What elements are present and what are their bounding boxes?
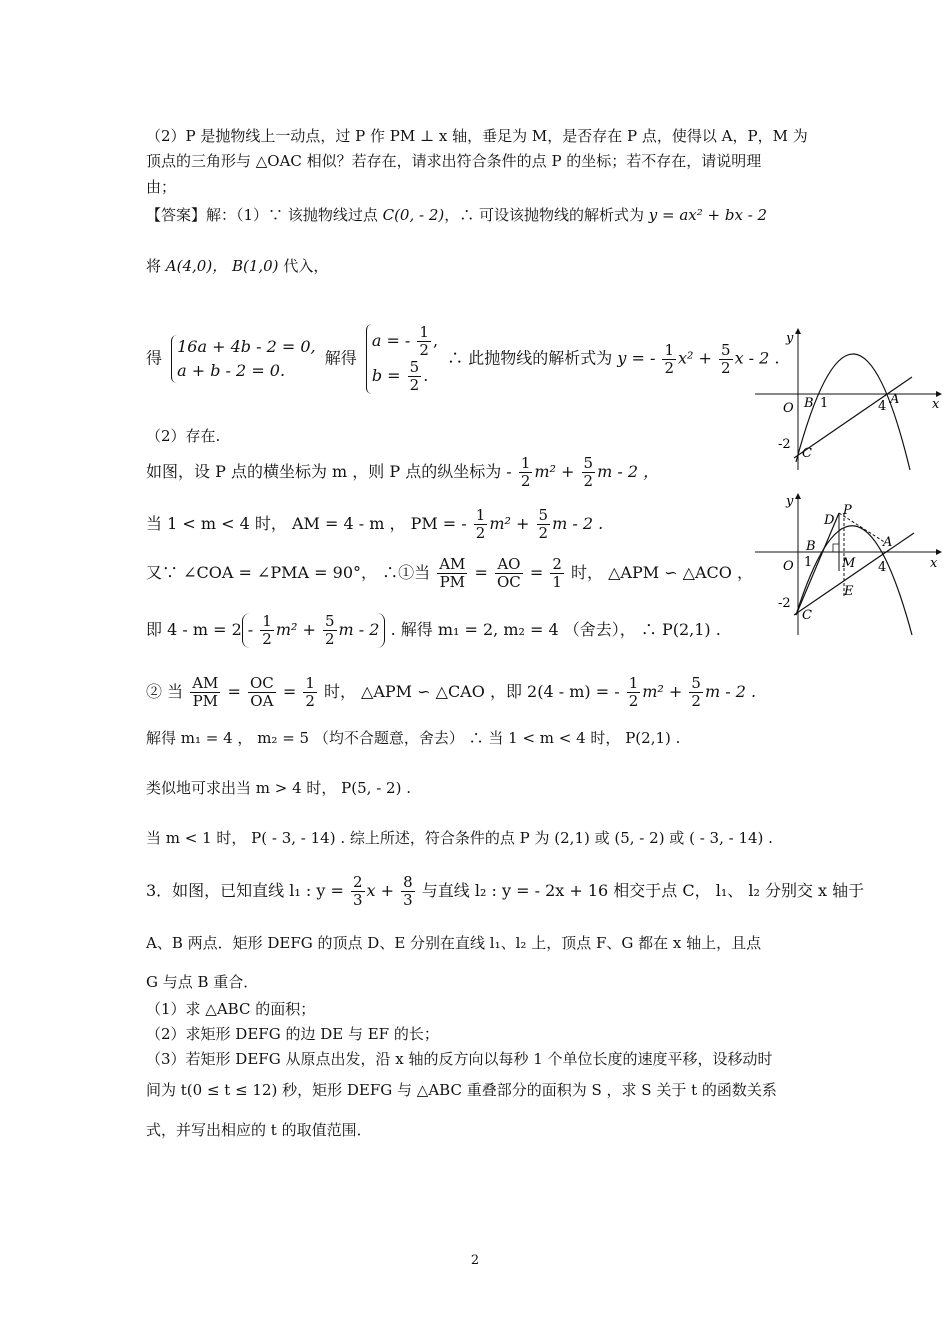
fraction: $\frac{1}{2}$ <box>520 454 531 490</box>
tick-1-label: 1 <box>820 396 829 411</box>
equation-line: 当 1 < m < 4 时， AM = 4 - m ， PM = - $\frac{1}{2}$ m² + $\frac{5}{2}$ m - 2 . <box>146 506 604 542</box>
point-a-label: A <box>883 535 893 550</box>
problem-line: A、B 两点．矩形 DEFG 的顶点 D、E 分别在直线 l₁、l₂ 上，顶点 F、G 都在 x 轴上，且点 <box>146 934 762 952</box>
point-c-label: C <box>802 446 812 461</box>
problem-line: （3）若矩形 DEFG 从原点出发，沿 x 轴的反方向以每秒 1 个单位长度的速度平移，设移动时 <box>146 1050 773 1068</box>
page-number: 2 <box>470 1253 480 1268</box>
tick-1-label: 1 <box>804 555 813 570</box>
point-b-label: B <box>804 396 814 411</box>
y-label: y <box>786 331 794 346</box>
parabola-curve <box>796 354 910 470</box>
tick-neg2-label: -2 <box>778 437 791 452</box>
fraction: $\frac{5}{2}$ <box>409 358 420 394</box>
parabola-figure-2 <box>750 487 945 637</box>
fraction: $\frac{8}{3}$ <box>403 873 413 909</box>
fraction: $\frac{AM}{PM}$ <box>439 555 466 591</box>
text-line: 类似地可求出当 m > 4 时， P(5, - 2) . <box>146 779 411 797</box>
point-e-label: E <box>844 584 854 599</box>
y-axis-arrow <box>795 493 801 499</box>
point-m-label: M <box>842 556 856 571</box>
point-c-label: C <box>802 608 812 623</box>
fraction: $\frac{1}{2}$ <box>664 340 674 377</box>
line-cd <box>796 513 839 615</box>
problem-line: （1）求 △ABC 的面积； <box>146 1000 316 1018</box>
origin-label: O <box>783 401 794 416</box>
fraction: $\frac{1}{2}$ <box>305 674 315 710</box>
text-line: 将 A(4,0)， B(1,0) 代入， <box>146 257 329 275</box>
problem-line: G 与点 B 重合． <box>146 973 259 991</box>
tick-neg2-label: -2 <box>778 596 791 611</box>
parabola-figure-1 <box>750 322 945 472</box>
equation-line: 又∵ ∠COA = ∠PMA = 90°， ∴①当 $\frac{AM}{PM}$ = $\frac{AO}{OC}$ = $\frac{2}{1}$ 时， △APM ∽ △ACO ， <box>146 555 753 591</box>
equation-line: 如图，设 P 点的横坐标为 m ，则 P 点的纵坐标为 - $\frac{1}{2}$ m² + $\frac{5}{2}$ m - 2 ， <box>146 454 660 490</box>
text-line: 解得 m₁ = 4 ， m₂ = 5 （均不合题意，舍去） ∴ 当 1 < m < 4 时， P(2,1) . <box>146 729 681 747</box>
problem-line: （2）求矩形 DEFG 的边 DE 与 EF 的长； <box>146 1025 439 1043</box>
x-label: x <box>930 556 938 571</box>
point-a-label: A <box>890 392 900 407</box>
solution-system: a = - $\frac{1}{2}$ , b = $\frac{5}{2}$ . <box>366 324 438 394</box>
tick-4-label: 4 <box>878 399 887 414</box>
fraction: $\frac{AO}{OC}$ <box>497 555 521 591</box>
fraction: $\frac{1}{2}$ <box>475 506 486 542</box>
text-line: （2）P 是抛物线上一动点，过 P 作 PM ⊥ x 轴，垂足为 M，是否存在 P 点，使得以 A，P，M 为 <box>146 127 808 145</box>
problem-line: 3．如图，已知直线 l₁ : y = $\frac{2}{3}$ x + $\frac{8}{3}$ 与直线 l₂ : y = - 2x + 16 相交于点 C， l₁、 l₂ 分别交 x 轴于 <box>146 873 865 909</box>
fraction: $\frac{OC}{OA}$ <box>249 674 274 710</box>
text-line: （2）存在. <box>146 427 221 445</box>
y-axis-arrow <box>795 328 801 334</box>
fraction: $\frac{5}{2}$ <box>538 506 549 542</box>
answer-line: 【答案】解：（1）∵ 该抛物线过点 C(0, - 2)，∴ 可设该抛物线的解析式为 y = ax² + bx - 2 <box>146 206 768 224</box>
equation-line: 得 16a + 4b - 2 = 0, a + b - 2 = 0. 解得 a = - $\frac{1}{2}$ , b = $\frac{5}{2}$ . ∴ 此抛物线的解析式为 y = - $\frac{1}{2}$ x² + $\frac{5}{2}$ x - 2 . <box>146 323 780 394</box>
point-p-label: P <box>843 503 852 518</box>
fraction: $\frac{AM}{PM}$ <box>192 674 219 710</box>
fraction: $\frac{2}{3}$ <box>352 873 363 909</box>
text-line: 当 m < 1 时， P( - 3, - 14) . 综上所述，符合条件的点 P 为 (2,1) 或 (5, - 2) 或 ( - 3, - 14) . <box>146 829 773 847</box>
fraction: $\frac{5}{2}$ <box>721 340 731 377</box>
fraction: $\frac{1}{2}$ <box>419 323 429 359</box>
fraction: $\frac{1}{2}$ <box>628 674 639 710</box>
text-line: 顶点的三角形与 △OAC 相似？若存在，请求出符合条件的点 P 的坐标；若不存在，请说明理 <box>146 152 762 170</box>
fraction: $\frac{5}{2}$ <box>325 612 335 648</box>
fraction: $\frac{5}{2}$ <box>583 454 594 490</box>
parenthesis-group: - $\frac{1}{2}$ m² + $\frac{5}{2}$ m - 2 <box>242 613 386 648</box>
fraction: $\frac{2}{1}$ <box>552 555 562 591</box>
fraction: $\frac{5}{2}$ <box>691 674 701 710</box>
problem-line: 间为 t(0 ≤ t ≤ 12) 秒，矩形 DEFG 与 △ABC 重叠部分的面积为 S ，求 S 关于 t 的函数关系 <box>146 1081 777 1099</box>
point-b-label: B <box>806 539 816 554</box>
point-d-label: D <box>824 513 835 528</box>
x-axis-arrow <box>936 549 942 555</box>
equation-line: 即 4 - m = 2- $\frac{1}{2}$ m² + $\frac{5}{2}$ m - 2 . 解得 m₁ = 2, m₂ = 4 （舍去）， ∴ P(2,1) . <box>146 612 721 648</box>
tick-4-label: 4 <box>878 560 887 575</box>
x-label: x <box>932 397 940 412</box>
origin-label: O <box>783 559 794 574</box>
text-line: 由； <box>146 178 177 196</box>
problem-line: 式，并写出相应的 t 的取值范围． <box>146 1121 372 1139</box>
equation-line: ② 当 $\frac{AM}{PM}$ = $\frac{OC}{OA}$ = $\frac{1}{2}$ 时， △APM ∽ △CAO ，即 2(4 - m) = - $\frac{1}{2}$ m² + $\frac{5}{2}$ m - 2 . <box>146 674 757 710</box>
equation-system: 16a + 4b - 2 = 0, a + b - 2 = 0. <box>171 335 316 383</box>
fraction: $\frac{1}{2}$ <box>262 612 272 648</box>
y-label: y <box>786 494 794 509</box>
right-angle-mark <box>833 544 839 552</box>
